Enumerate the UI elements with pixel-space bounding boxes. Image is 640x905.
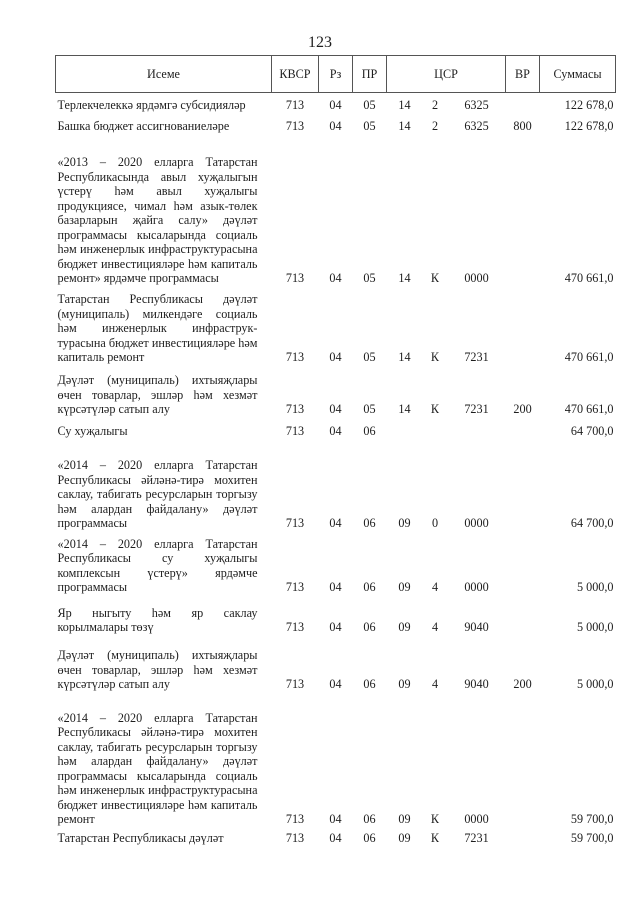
table-row xyxy=(56,531,616,595)
row-sum: 5 000,0 xyxy=(576,580,614,594)
row-csr-program: 14 xyxy=(398,119,411,133)
header-vr: ВР xyxy=(506,56,540,93)
row-csr-subprogram: 4 xyxy=(431,620,439,634)
row-sum: 59 700,0 xyxy=(570,830,614,845)
row-csr-code: 7231 xyxy=(464,830,489,845)
header-csr: ЦСР xyxy=(387,56,506,93)
row-csr-subprogram: 2 xyxy=(431,98,439,112)
row-kvsr: 713 xyxy=(285,830,305,845)
row-csr-subprogram: 0 xyxy=(431,516,439,530)
table-header xyxy=(56,56,616,93)
row-name: Татарстан Республикасы дәүләт xyxy=(57,830,224,845)
row-rz: 04 xyxy=(329,812,342,826)
row-rz: 04 xyxy=(329,119,342,133)
row-kvsr: 713 xyxy=(285,677,305,691)
row-pr: 05 xyxy=(363,350,376,364)
row-sum: 5 000,0 xyxy=(576,677,614,691)
row-kvsr: 713 xyxy=(285,98,305,112)
row-name: «2013 – 2020 елларга Татарстан Республикасында авыл хуҗалыгын үстерү һәм авыл хуҗалыгы продукциясе, чимал һәм азык-төлек базарларын җайга салу» дәүләт программасы кысаларында социаль һәм инженерлык инфраструктурасына бюджет инвестицияләре һәм капиталь ремонт» ярдәмче программасы xyxy=(57,155,258,285)
row-csr-code: 0000 xyxy=(464,516,489,530)
row-csr-subprogram: 4 xyxy=(431,677,439,691)
row-rz: 04 xyxy=(329,271,342,285)
row-csr-subprogram: 4 xyxy=(431,580,439,594)
row-vr xyxy=(506,595,540,635)
row-csr-subprogram xyxy=(423,417,448,439)
row-csr-program: 14 xyxy=(398,98,411,112)
table-row xyxy=(56,692,616,827)
row-csr-code: 9040 xyxy=(464,677,489,691)
header-kvsr: КВСР xyxy=(272,56,319,93)
row-csr-program: 09 xyxy=(398,677,411,691)
row-csr-program: 14 xyxy=(398,271,411,285)
row-name: «2014 – 2020 елларга Татарстан Республикасы әйләнә-тирә мохитен саклау, табигать ресурсларын торгызу һәм алардан файдалану» дәүләт программасы кысаларында социаль һәм инженерлык инфраструктурасына бюджет инвестицияләре һәм капиталь ремонт xyxy=(57,710,258,826)
table-row xyxy=(56,595,616,635)
row-kvsr: 713 xyxy=(285,350,305,364)
row-csr-program: 09 xyxy=(398,580,411,594)
table-row xyxy=(56,286,616,365)
row-pr: 05 xyxy=(363,98,376,112)
row-pr: 06 xyxy=(363,677,376,691)
row-kvsr: 713 xyxy=(285,812,305,826)
row-vr: 800 xyxy=(513,119,532,133)
row-csr-subprogram: К xyxy=(430,350,440,364)
table-row xyxy=(56,113,616,134)
table-row xyxy=(56,134,616,286)
row-csr-program: 09 xyxy=(398,812,411,826)
row-sum: 122 678,0 xyxy=(564,119,614,133)
row-vr xyxy=(506,531,540,595)
header-pr: ПР xyxy=(353,56,387,93)
row-csr-subprogram: К xyxy=(430,402,440,416)
row-kvsr: 713 xyxy=(285,580,305,594)
row-csr-code: 0000 xyxy=(464,580,489,594)
row-rz: 04 xyxy=(329,580,342,594)
row-csr-program: 09 xyxy=(398,516,411,530)
row-csr-program: 09 xyxy=(398,830,411,845)
row-csr-code: 0000 xyxy=(464,812,489,826)
row-vr xyxy=(506,827,540,853)
row-vr xyxy=(506,439,540,531)
row-name: Татарстан Республикасы дәүләт (муниципаль) милкендәге социаль һәм инженерлык инфраструк-турасына бюджет инвестицияләре һәм капиталь ремонт xyxy=(57,292,258,364)
header-rz: Рз xyxy=(319,56,353,93)
row-csr-program: 09 xyxy=(398,620,411,634)
table-row xyxy=(56,365,616,417)
row-pr: 06 xyxy=(363,620,376,634)
row-name: Терлекчелеккә ярдәмгә субсидияләр xyxy=(57,98,246,112)
row-rz: 04 xyxy=(329,620,342,634)
row-pr: 06 xyxy=(363,830,376,845)
row-name: Дәүләт (муниципаль) ихтыяҗлары өчен товарлар, эшләр һәм хезмәт күрсәтүләр сатып алу xyxy=(57,648,258,691)
row-vr xyxy=(506,134,540,286)
header-sum: Суммасы xyxy=(540,56,616,93)
row-name: «2014 – 2020 елларга Татарстан Республикасы әйләнә-тирә мохитен саклау, табигать ресурсларын торгызу һәм алардан файдалану» дәүләт программасы xyxy=(57,458,258,530)
row-csr-program: 14 xyxy=(398,350,411,364)
row-pr: 06 xyxy=(363,812,376,826)
row-csr-subprogram: К xyxy=(430,830,440,845)
row-sum: 122 678,0 xyxy=(564,98,614,112)
row-rz: 04 xyxy=(329,350,342,364)
row-sum: 59 700,0 xyxy=(570,812,614,826)
row-vr xyxy=(506,692,540,827)
row-csr-subprogram: К xyxy=(430,812,440,826)
row-csr-subprogram: К xyxy=(430,271,440,285)
table-row xyxy=(56,635,616,692)
row-pr: 06 xyxy=(363,580,376,594)
row-csr-subprogram: 2 xyxy=(431,119,439,133)
row-name: Яр ныгыту һәм яр саклау корылмалары төзү xyxy=(57,605,258,634)
row-vr xyxy=(506,286,540,365)
row-vr: 200 xyxy=(513,677,532,691)
budget-table xyxy=(55,55,616,853)
row-sum: 470 661,0 xyxy=(564,271,614,285)
table-row xyxy=(56,417,616,439)
row-pr: 06 xyxy=(363,516,376,530)
row-pr: 05 xyxy=(363,119,376,133)
row-sum: 64 700,0 xyxy=(570,424,614,438)
row-kvsr: 713 xyxy=(285,620,305,634)
table-row xyxy=(56,439,616,531)
row-csr-program: 14 xyxy=(398,402,411,416)
row-rz: 04 xyxy=(329,402,342,416)
row-rz: 04 xyxy=(329,677,342,691)
row-csr-code: 6325 xyxy=(464,98,489,112)
row-pr: 05 xyxy=(363,271,376,285)
page-number: 123 xyxy=(308,34,332,51)
row-csr-code: 6325 xyxy=(464,119,489,133)
table-row xyxy=(56,827,616,853)
row-kvsr: 713 xyxy=(285,271,305,285)
row-csr-code: 0000 xyxy=(464,271,489,285)
row-rz: 04 xyxy=(329,830,342,845)
row-rz: 04 xyxy=(329,98,342,112)
row-vr: 200 xyxy=(513,402,532,416)
table-row xyxy=(56,93,616,113)
row-sum: 470 661,0 xyxy=(564,402,614,416)
row-name: Башка бюджет ассигнованиеләре xyxy=(57,119,230,133)
row-kvsr: 713 xyxy=(285,424,305,438)
row-name: Су хуҗалыгы xyxy=(57,424,128,438)
row-name: «2014 – 2020 елларга Татарстан Республикасы су хуҗалыгы комплексын үстерү» ярдәмче программасы xyxy=(57,536,258,594)
header-name: Исеме xyxy=(56,56,272,93)
row-rz: 04 xyxy=(329,424,342,438)
row-sum: 64 700,0 xyxy=(570,516,614,530)
row-sum: 470 661,0 xyxy=(564,350,614,364)
row-rz: 04 xyxy=(329,516,342,530)
row-csr-code xyxy=(448,417,506,439)
row-vr xyxy=(506,93,540,113)
row-pr: 06 xyxy=(363,424,376,438)
row-name: Дәүләт (муниципаль) ихтыяҗлары өчен товарлар, эшләр һәм хезмәт күрсәтүләр сатып алу xyxy=(57,373,258,416)
row-kvsr: 713 xyxy=(285,119,305,133)
row-csr-program xyxy=(387,417,423,439)
row-pr: 05 xyxy=(363,402,376,416)
row-kvsr: 713 xyxy=(285,516,305,530)
row-csr-code: 7231 xyxy=(464,350,489,364)
row-kvsr: 713 xyxy=(285,402,305,416)
row-csr-code: 9040 xyxy=(464,620,489,634)
row-csr-code: 7231 xyxy=(464,402,489,416)
row-vr xyxy=(506,417,540,439)
row-sum: 5 000,0 xyxy=(576,620,614,634)
